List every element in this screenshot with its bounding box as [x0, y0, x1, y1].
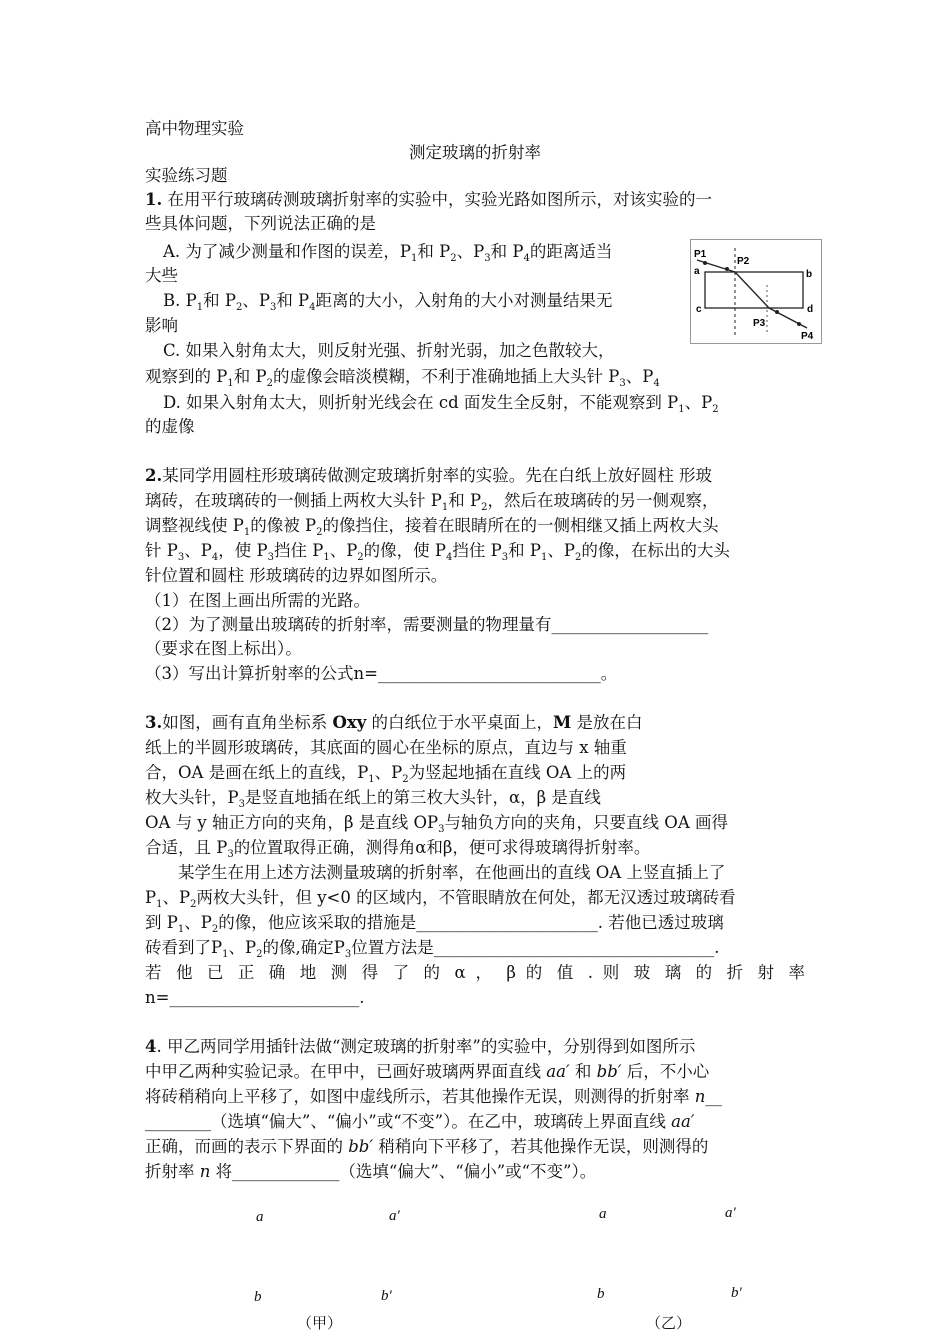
- fig-jia-label-a: a: [256, 1209, 264, 1225]
- fig-jia-label-a-prime: a′: [389, 1208, 400, 1224]
- q1-option-c: C. 如果入射角太大，则反射光强、折射光弱，加之色散较大，: [163, 341, 615, 360]
- label-p2: P2: [737, 256, 750, 267]
- q1-figure: [690, 239, 822, 344]
- q3-line-5: OA 与 y 轴正方向的夹角，β 是直线 $OP_3$与轴负方向的夹角，只要直线 OA 画得: [145, 813, 728, 835]
- page-title: 测定玻璃的折射率: [409, 143, 541, 162]
- incident-ray: [697, 260, 735, 272]
- label-p3: P3: [753, 318, 766, 329]
- q3-line-8: $P_1$、$P_2$两枚大头针，但 y<0 的区域内，不管眼睛放在何处，都无汉透过玻璃砖看: [145, 888, 736, 910]
- q4-line-1: 4. 甲乙两同学用插针法做“测定玻璃的折射率”的实验中，分别得到如图所示: [145, 1037, 696, 1056]
- pin-p2: [725, 267, 729, 271]
- fig-yi-label-a-prime: a′: [725, 1205, 736, 1221]
- q3-line-9: 到 $P_1$、$P_2$的像，他应该采取的措施是______________________. 若他已透过玻璃: [145, 913, 724, 935]
- q4-line-4: ________（选填“偏大”、“偏小”或“不变”）。在乙中，玻璃砖上界面直线 aa′: [145, 1112, 695, 1131]
- label-d: d: [807, 304, 814, 315]
- q4-line-6: 折射率 n 将_____________（选填“偏大”、“偏小”或“不变”）。: [145, 1162, 597, 1181]
- pin-p1: [703, 261, 707, 265]
- q1-option-c-cont: 观察到的 $P_1$和 $P_2$的虚像会暗淡模糊，不利于准确地插上大头针 $P_3$、$P_4$: [145, 367, 660, 389]
- q2-subq-2-cont: （要求在图上标出）。: [145, 639, 302, 658]
- emergent-ray: [769, 308, 807, 328]
- q2-line-2: 璃砖，在玻璃砖的一侧插上两枚大头针 $P_1$和 $P_2$，然后在玻璃砖的另一侧观察，: [145, 491, 719, 513]
- glass-block: [705, 272, 803, 308]
- q1-option-b: B. $P_1$和 $P_2$、$P_3$和 $P_4$距离的大小，入射角的大小对测量结果无: [163, 291, 613, 313]
- q1-light-path-diagram: [691, 240, 821, 343]
- fig-jia-caption: （甲）: [297, 1314, 343, 1332]
- q2-line-1: 2.某同学用圆柱形玻璃砖做测定玻璃折射率的实验。先在白纸上放好圆柱 形玻: [145, 466, 712, 485]
- fig-yi-label-b: b: [597, 1286, 605, 1302]
- q1-line-2: 些具体问题，下列说法正确的是: [145, 214, 376, 233]
- fig-yi-label-b-prime: b′: [731, 1285, 742, 1301]
- q3-line-2: 纸上的半圆形玻璃砖，其底面的圆心在坐标的原点，直边与 x 轴重: [145, 738, 627, 757]
- q4-line-5: 正确，而画的表示下界面的 bb′ 稍稍向下平移了，若其他操作无误，则测得的: [145, 1137, 709, 1156]
- refracted-ray: [735, 272, 769, 308]
- q1-option-a-cont: 大些: [145, 266, 178, 285]
- q2-line-5: 针位置和圆柱 形玻璃砖的边界如图所示。: [145, 566, 448, 585]
- q1-option-b-cont: 影响: [145, 316, 178, 335]
- q4-line-3: 将砖稍稍向上平移了，如图中虚线所示，若其他操作无误，则测得的折射率 n__: [145, 1087, 722, 1106]
- header-text: 高中物理实验: [145, 119, 244, 138]
- q2-line-3: 调整视线使 $P_1$的像被 $P_2$的像挡住，接着在眼睛所在的一侧相继又插上两枚大头: [145, 516, 719, 538]
- label-c: c: [696, 304, 702, 315]
- q2-subq-2: （2）为了测量出玻璃砖的折射率，需要测量的物理量有___________________: [145, 615, 709, 634]
- q4-line-2: 中甲乙两种实验记录。在甲中，已画好玻璃两界面直线 aa′ 和 bb′ 后，不小心: [145, 1062, 710, 1081]
- q2-subq-3: （3）写出计算折射率的公式n=___________________________。: [145, 664, 618, 683]
- fig-yi-label-a: a: [599, 1206, 607, 1222]
- pin-p3: [775, 310, 779, 314]
- fig-jia-label-b: b: [254, 1289, 262, 1305]
- q2-subq-1: （1）在图上画出所需的光路。: [145, 591, 370, 610]
- q1-option-a: A. 为了减少测量和作图的误差，$P_1$和 $P_2$、$P_3$和 $P_4$的距离适当: [163, 242, 613, 264]
- q3-line-10: 砖看到了$P_1$、$P_2$的像,确定$P_3$位置方法是__________________________________.: [145, 938, 720, 960]
- pin-p4: [797, 322, 801, 326]
- q3-line-11: 若 他 已 正 确 地 测 得 了 的 α ， β 的 值 . 则 玻 璃 的 折 射 率: [145, 963, 805, 982]
- q1-line-1: 1. 在用平行玻璃砖测玻璃折射率的实验中，实验光路如图所示，对该实验的一: [145, 190, 712, 209]
- label-b: b: [806, 269, 813, 280]
- fig-jia-label-b-prime: b′: [381, 1288, 392, 1304]
- section-title: 实验练习题: [145, 166, 228, 185]
- q1-option-d: D. 如果入射角太大，则折射光线会在 cd 面发生全反射，不能观察到 $P_1$、$P_2$: [163, 393, 719, 415]
- label-p1: P1: [694, 249, 707, 260]
- label-p4: P4: [801, 331, 814, 342]
- q3-line-1: 3.如图，画有直角坐标系 Oxy 的白纸位于水平桌面上，M 是放在白: [145, 713, 643, 732]
- q3-line-7: 某学生在用上述方法测量玻璃的折射率，在他画出的直线 OA 上竖直插上了: [178, 863, 726, 882]
- q2-line-4: 针 $P_3$、$P_4$，使 $P_3$挡住 $P_1$、$P_2$的像，使 $P_4$挡住 $P_3$和 $P_1$、$P_2$的像，在标出的大头: [145, 541, 730, 563]
- label-a: a: [694, 266, 700, 277]
- q3-line-3: 合，OA 是画在纸上的直线，$P_1$、$P_2$为竖起地插在直线 OA 上的两: [145, 763, 627, 785]
- fig-yi-caption: （乙）: [646, 1314, 692, 1332]
- q1-option-d-cont: 的虚像: [145, 417, 195, 436]
- q3-line-6: 合适，且 $P_3$的位置取得正确，测得角α和β，便可求得玻璃得折射率。: [145, 838, 651, 860]
- q3-line-4: 枚大头针，$P_3$是竖直地插在纸上的第三枚大头针，α，β 是直线: [145, 788, 601, 810]
- q3-line-12: n=_______________________.: [145, 988, 365, 1007]
